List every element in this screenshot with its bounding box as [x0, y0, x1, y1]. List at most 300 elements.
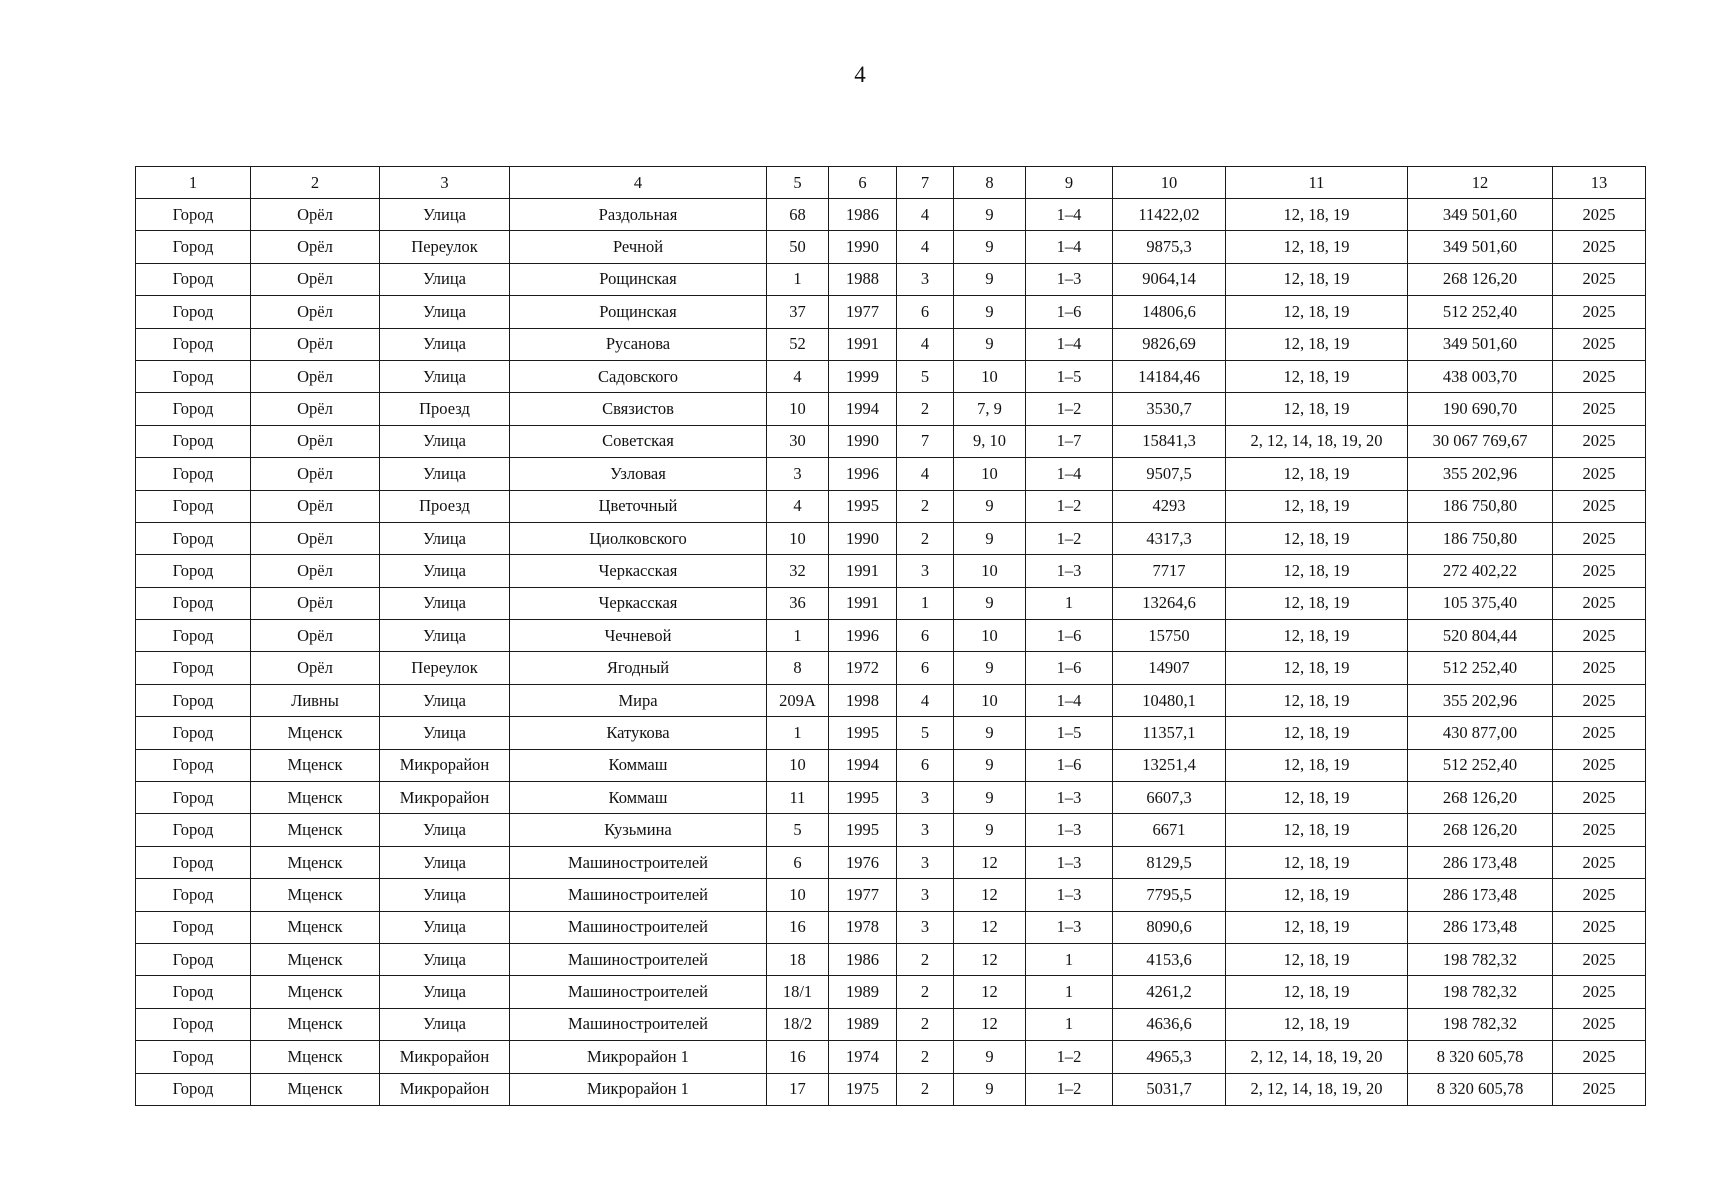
table-row [136, 328, 1646, 360]
table-cell: Орёл [251, 296, 380, 328]
table-cell: 14806,6 [1113, 296, 1226, 328]
table-cell: 18/1 [767, 976, 829, 1008]
table-cell: Город [136, 522, 251, 554]
table-cell: 10 [954, 360, 1026, 392]
table-cell: Улица [380, 717, 510, 749]
table-cell: 2025 [1553, 458, 1646, 490]
table-cell: 1995 [829, 782, 897, 814]
table-cell: 12, 18, 19 [1226, 814, 1408, 846]
table-cell: Орёл [251, 490, 380, 522]
table-cell: Проезд [380, 393, 510, 425]
table-cell: Улица [380, 684, 510, 716]
table-cell: Улица [380, 522, 510, 554]
page-number: 4 [854, 62, 866, 87]
table-cell: Улица [380, 458, 510, 490]
table-cell: 1–2 [1026, 393, 1113, 425]
table-cell: 12, 18, 19 [1226, 782, 1408, 814]
table-cell: 36 [767, 587, 829, 619]
table-cell: 2025 [1553, 263, 1646, 295]
table-cell: 10 [954, 458, 1026, 490]
table-row [136, 231, 1646, 263]
table-cell: Улица [380, 1008, 510, 1040]
table-cell: 512 252,40 [1408, 296, 1553, 328]
table-cell: Улица [380, 328, 510, 360]
table-cell: Мира [510, 684, 767, 716]
table-cell: 2025 [1553, 911, 1646, 943]
table-cell: Машиностроителей [510, 879, 767, 911]
table-cell: 2025 [1553, 749, 1646, 781]
table-cell: 3 [897, 879, 954, 911]
table-cell: 4 [767, 490, 829, 522]
table-cell: 209А [767, 684, 829, 716]
table-cell: Коммаш [510, 749, 767, 781]
table-cell: 12, 18, 19 [1226, 1008, 1408, 1040]
table-cell: 5031,7 [1113, 1073, 1226, 1105]
table-cell: 6 [897, 296, 954, 328]
table-cell: 8 320 605,78 [1408, 1041, 1553, 1073]
table-cell: 1–4 [1026, 328, 1113, 360]
table-cell: Город [136, 879, 251, 911]
table-cell: 4 [897, 328, 954, 360]
table-cell: 2 [897, 1073, 954, 1105]
table-cell: 12, 18, 19 [1226, 846, 1408, 878]
table-row [136, 263, 1646, 295]
table-cell: 2025 [1553, 814, 1646, 846]
table-cell: 2 [897, 1008, 954, 1040]
table-row [136, 393, 1646, 425]
table-cell: 1–3 [1026, 846, 1113, 878]
table-cell: 1977 [829, 879, 897, 911]
column-number-cell: 13 [1553, 167, 1646, 199]
table-cell: Город [136, 684, 251, 716]
table-cell: 9 [954, 1073, 1026, 1105]
table-cell: 7795,5 [1113, 879, 1226, 911]
table-cell: 4261,2 [1113, 976, 1226, 1008]
table-cell: 349 501,60 [1408, 231, 1553, 263]
table-cell: 1–6 [1026, 749, 1113, 781]
table-cell: Город [136, 782, 251, 814]
table-cell: Микрорайон [380, 749, 510, 781]
table-cell: 12 [954, 911, 1026, 943]
table-cell: 12, 18, 19 [1226, 620, 1408, 652]
table-cell: 9 [954, 782, 1026, 814]
table-row [136, 652, 1646, 684]
table-cell: 10 [954, 555, 1026, 587]
column-number-cell: 6 [829, 167, 897, 199]
table-cell: 2025 [1553, 425, 1646, 457]
table-cell: Микрорайон [380, 782, 510, 814]
table-cell: 1999 [829, 360, 897, 392]
table-cell: Улица [380, 555, 510, 587]
table-cell: Коммаш [510, 782, 767, 814]
table-cell: 1–4 [1026, 458, 1113, 490]
table-cell: Город [136, 231, 251, 263]
table-cell: 7717 [1113, 555, 1226, 587]
table-cell: 1990 [829, 231, 897, 263]
table-cell: 2025 [1553, 522, 1646, 554]
table-cell: 1995 [829, 490, 897, 522]
table-cell: 9826,69 [1113, 328, 1226, 360]
table-cell: Город [136, 263, 251, 295]
table-cell: 12, 18, 19 [1226, 749, 1408, 781]
table-row [136, 749, 1646, 781]
table-cell: 1 [767, 717, 829, 749]
table-cell: Улица [380, 296, 510, 328]
table-cell: 1994 [829, 393, 897, 425]
table-cell: 12, 18, 19 [1226, 652, 1408, 684]
table-cell: 2, 12, 14, 18, 19, 20 [1226, 425, 1408, 457]
table-cell: Мценск [251, 879, 380, 911]
table-cell: 14184,46 [1113, 360, 1226, 392]
table-cell: Машиностроителей [510, 846, 767, 878]
column-number-cell: 10 [1113, 167, 1226, 199]
table-cell: 198 782,32 [1408, 976, 1553, 1008]
table-cell: Мценск [251, 814, 380, 846]
table-cell: Орёл [251, 263, 380, 295]
table-cell: 1988 [829, 263, 897, 295]
table-cell: Узловая [510, 458, 767, 490]
table-cell: 12, 18, 19 [1226, 199, 1408, 231]
table-cell: 3 [897, 263, 954, 295]
table-cell: Микрорайон 1 [510, 1073, 767, 1105]
table-header-row [136, 167, 1646, 199]
table-row [136, 1073, 1646, 1105]
table-cell: Город [136, 587, 251, 619]
table-cell: 6607,3 [1113, 782, 1226, 814]
table-cell: 12, 18, 19 [1226, 231, 1408, 263]
table-cell: 2025 [1553, 684, 1646, 716]
table-cell: 68 [767, 199, 829, 231]
table-cell: Русанова [510, 328, 767, 360]
table-cell: 1 [1026, 976, 1113, 1008]
table-cell: 1–3 [1026, 555, 1113, 587]
table-cell: Орёл [251, 425, 380, 457]
table-cell: 3 [767, 458, 829, 490]
table-cell: 4 [897, 199, 954, 231]
table-cell: 12, 18, 19 [1226, 717, 1408, 749]
table-cell: 12 [954, 879, 1026, 911]
table-cell: Город [136, 360, 251, 392]
table-cell: 1–4 [1026, 684, 1113, 716]
table-cell: 349 501,60 [1408, 328, 1553, 360]
table-cell: 12, 18, 19 [1226, 328, 1408, 360]
table-cell: Улица [380, 425, 510, 457]
table-row [136, 879, 1646, 911]
table-cell: 4153,6 [1113, 943, 1226, 975]
table-cell: 9 [954, 199, 1026, 231]
table-cell: 9, 10 [954, 425, 1026, 457]
table-cell: Орёл [251, 522, 380, 554]
table-cell: Речной [510, 231, 767, 263]
table-cell: 50 [767, 231, 829, 263]
table-cell: 10 [767, 749, 829, 781]
table-cell: Раздольная [510, 199, 767, 231]
table-cell: 9064,14 [1113, 263, 1226, 295]
table-cell: Город [136, 490, 251, 522]
table-cell: 52 [767, 328, 829, 360]
table-cell: 1–3 [1026, 782, 1113, 814]
table-cell: 12, 18, 19 [1226, 458, 1408, 490]
table-cell: 1978 [829, 911, 897, 943]
table-cell: Мценск [251, 1073, 380, 1105]
column-number-cell: 7 [897, 167, 954, 199]
table-cell: 10 [767, 522, 829, 554]
table-cell: 1–3 [1026, 263, 1113, 295]
table-cell: 1–6 [1026, 296, 1113, 328]
table-cell: Город [136, 652, 251, 684]
table-cell: 18/2 [767, 1008, 829, 1040]
table-cell: 1–5 [1026, 360, 1113, 392]
table-cell: Улица [380, 199, 510, 231]
table-cell: 4317,3 [1113, 522, 1226, 554]
table-cell: 1 [767, 263, 829, 295]
table-cell: Город [136, 1008, 251, 1040]
table-cell: 1994 [829, 749, 897, 781]
column-number-cell: 11 [1226, 167, 1408, 199]
table-row [136, 976, 1646, 1008]
table-cell: Орёл [251, 231, 380, 263]
table-cell: 2 [897, 490, 954, 522]
table-cell: 1–5 [1026, 717, 1113, 749]
table-cell: 10 [767, 393, 829, 425]
table-cell: Город [136, 1041, 251, 1073]
table-cell: 2025 [1553, 717, 1646, 749]
table-cell: 16 [767, 1041, 829, 1073]
table-row [136, 1041, 1646, 1073]
table-cell: 2025 [1553, 652, 1646, 684]
table-cell: Мценск [251, 749, 380, 781]
table-row [136, 587, 1646, 619]
table-cell: 37 [767, 296, 829, 328]
table-cell: 7, 9 [954, 393, 1026, 425]
table-cell: Мценск [251, 717, 380, 749]
table-cell: 1–2 [1026, 522, 1113, 554]
table-cell: 3 [897, 555, 954, 587]
table-cell: 12 [954, 1008, 1026, 1040]
table-cell: Улица [380, 360, 510, 392]
column-number-cell: 2 [251, 167, 380, 199]
table-cell: Микрорайон 1 [510, 1041, 767, 1073]
table-cell: 2025 [1553, 555, 1646, 587]
table-cell: 1995 [829, 814, 897, 846]
table-cell: 1974 [829, 1041, 897, 1073]
table-cell: Мценск [251, 943, 380, 975]
table-cell: 10 [767, 879, 829, 911]
table-cell: 1990 [829, 522, 897, 554]
table-cell: 1991 [829, 555, 897, 587]
table-cell: 12, 18, 19 [1226, 263, 1408, 295]
table-cell: 1986 [829, 943, 897, 975]
registry-table [135, 166, 1646, 1106]
table-row [136, 490, 1646, 522]
table-cell: Город [136, 328, 251, 360]
table-cell: 268 126,20 [1408, 263, 1553, 295]
table-cell: 1–4 [1026, 231, 1113, 263]
table-cell: 9 [954, 749, 1026, 781]
table-cell: 198 782,32 [1408, 943, 1553, 975]
table-cell: 355 202,96 [1408, 458, 1553, 490]
table-cell: 286 173,48 [1408, 911, 1553, 943]
table-cell: 2 [897, 393, 954, 425]
table-cell: 9 [954, 814, 1026, 846]
table-cell: 272 402,22 [1408, 555, 1553, 587]
table-cell: Город [136, 393, 251, 425]
table-row [136, 911, 1646, 943]
table-cell: 5 [767, 814, 829, 846]
table-cell: 3530,7 [1113, 393, 1226, 425]
table-cell: 2025 [1553, 943, 1646, 975]
table-cell: Город [136, 911, 251, 943]
table-cell: Машиностроителей [510, 911, 767, 943]
table-cell: 512 252,40 [1408, 652, 1553, 684]
table-cell: 1–2 [1026, 1073, 1113, 1105]
table-cell: Циолковского [510, 522, 767, 554]
table-cell: 12, 18, 19 [1226, 976, 1408, 1008]
column-number-cell: 3 [380, 167, 510, 199]
table-cell: 7 [897, 425, 954, 457]
table-cell: Город [136, 199, 251, 231]
table-cell: 2025 [1553, 296, 1646, 328]
table-cell: Проезд [380, 490, 510, 522]
table-cell: 9 [954, 1041, 1026, 1073]
table-cell: 2025 [1553, 360, 1646, 392]
table-cell: 11357,1 [1113, 717, 1226, 749]
table-cell: Орёл [251, 458, 380, 490]
table-cell: Орёл [251, 360, 380, 392]
table-cell: 4 [897, 684, 954, 716]
table-cell: 2025 [1553, 976, 1646, 1008]
table-cell: 30 067 769,67 [1408, 425, 1553, 457]
table-cell: 12, 18, 19 [1226, 522, 1408, 554]
table-cell: 105 375,40 [1408, 587, 1553, 619]
table-cell: Улица [380, 879, 510, 911]
table-cell: 8 [767, 652, 829, 684]
table-cell: 520 804,44 [1408, 620, 1553, 652]
table-cell: 430 877,00 [1408, 717, 1553, 749]
table-cell: Связистов [510, 393, 767, 425]
table-row [136, 199, 1646, 231]
table-cell: Город [136, 1073, 251, 1105]
table-cell: 13251,4 [1113, 749, 1226, 781]
table-cell: Город [136, 976, 251, 1008]
table-cell: Город [136, 749, 251, 781]
table-cell: 1–3 [1026, 911, 1113, 943]
table-cell: 2025 [1553, 620, 1646, 652]
table-cell: 13264,6 [1113, 587, 1226, 619]
table-cell: 286 173,48 [1408, 879, 1553, 911]
table-row [136, 782, 1646, 814]
table-cell: 32 [767, 555, 829, 587]
table-row [136, 360, 1646, 392]
table-cell: 4965,3 [1113, 1041, 1226, 1073]
table-cell: 355 202,96 [1408, 684, 1553, 716]
table-cell: 2025 [1553, 587, 1646, 619]
table-cell: 1–3 [1026, 814, 1113, 846]
table-cell: 9507,5 [1113, 458, 1226, 490]
table-cell: 2025 [1553, 328, 1646, 360]
table-cell: Орёл [251, 587, 380, 619]
table-cell: Садовского [510, 360, 767, 392]
table-cell: 1976 [829, 846, 897, 878]
table-cell: Мценск [251, 976, 380, 1008]
table-cell: 12, 18, 19 [1226, 587, 1408, 619]
table-cell: 6 [897, 652, 954, 684]
table-cell: 12, 18, 19 [1226, 911, 1408, 943]
table-cell: 12, 18, 19 [1226, 360, 1408, 392]
table-cell: 198 782,32 [1408, 1008, 1553, 1040]
table-cell: 2025 [1553, 393, 1646, 425]
table-cell: Улица [380, 587, 510, 619]
table-cell: 2025 [1553, 1041, 1646, 1073]
table-cell: Мценск [251, 1041, 380, 1073]
column-number-cell: 1 [136, 167, 251, 199]
table-cell: 6671 [1113, 814, 1226, 846]
table-cell: Улица [380, 911, 510, 943]
table-cell: Цветочный [510, 490, 767, 522]
column-number-cell: 8 [954, 167, 1026, 199]
table-cell: 17 [767, 1073, 829, 1105]
table-cell: Мценск [251, 1008, 380, 1040]
table-row [136, 425, 1646, 457]
table-cell: 8 320 605,78 [1408, 1073, 1553, 1105]
table-cell: Город [136, 425, 251, 457]
table-cell: 1–3 [1026, 879, 1113, 911]
table-cell: 1–4 [1026, 199, 1113, 231]
table-cell: 18 [767, 943, 829, 975]
table-cell: 16 [767, 911, 829, 943]
table-cell: Улица [380, 620, 510, 652]
table-cell: Орёл [251, 199, 380, 231]
table-cell: 268 126,20 [1408, 814, 1553, 846]
table-row [136, 1008, 1646, 1040]
table-cell: Город [136, 717, 251, 749]
table-cell: Переулок [380, 652, 510, 684]
table-cell: 1989 [829, 1008, 897, 1040]
table-cell: 1–6 [1026, 652, 1113, 684]
table-cell: 3 [897, 846, 954, 878]
table-cell: 5 [897, 360, 954, 392]
table-cell: Машиностроителей [510, 943, 767, 975]
table-row [136, 814, 1646, 846]
table-cell: 2 [897, 522, 954, 554]
table-cell: Орёл [251, 620, 380, 652]
table-row [136, 555, 1646, 587]
table-cell: Переулок [380, 231, 510, 263]
table-cell: 2 [897, 976, 954, 1008]
table-cell: 2025 [1553, 879, 1646, 911]
table-cell: 1998 [829, 684, 897, 716]
table-cell: 6 [897, 749, 954, 781]
table-cell: Катукова [510, 717, 767, 749]
table-cell: 2025 [1553, 846, 1646, 878]
table-cell: 12, 18, 19 [1226, 879, 1408, 911]
table-row [136, 620, 1646, 652]
column-number-cell: 5 [767, 167, 829, 199]
table-cell: 1975 [829, 1073, 897, 1105]
table-cell: 2025 [1553, 1073, 1646, 1105]
table-cell: Черкасская [510, 555, 767, 587]
table-cell: 1 [1026, 943, 1113, 975]
table-cell: Город [136, 458, 251, 490]
table-row [136, 296, 1646, 328]
table-cell: Улица [380, 846, 510, 878]
table-cell: 2025 [1553, 782, 1646, 814]
table-cell: 186 750,80 [1408, 522, 1553, 554]
table-cell: 10 [954, 684, 1026, 716]
table-cell: 1989 [829, 976, 897, 1008]
table-cell: 9 [954, 717, 1026, 749]
table-cell: 12 [954, 943, 1026, 975]
